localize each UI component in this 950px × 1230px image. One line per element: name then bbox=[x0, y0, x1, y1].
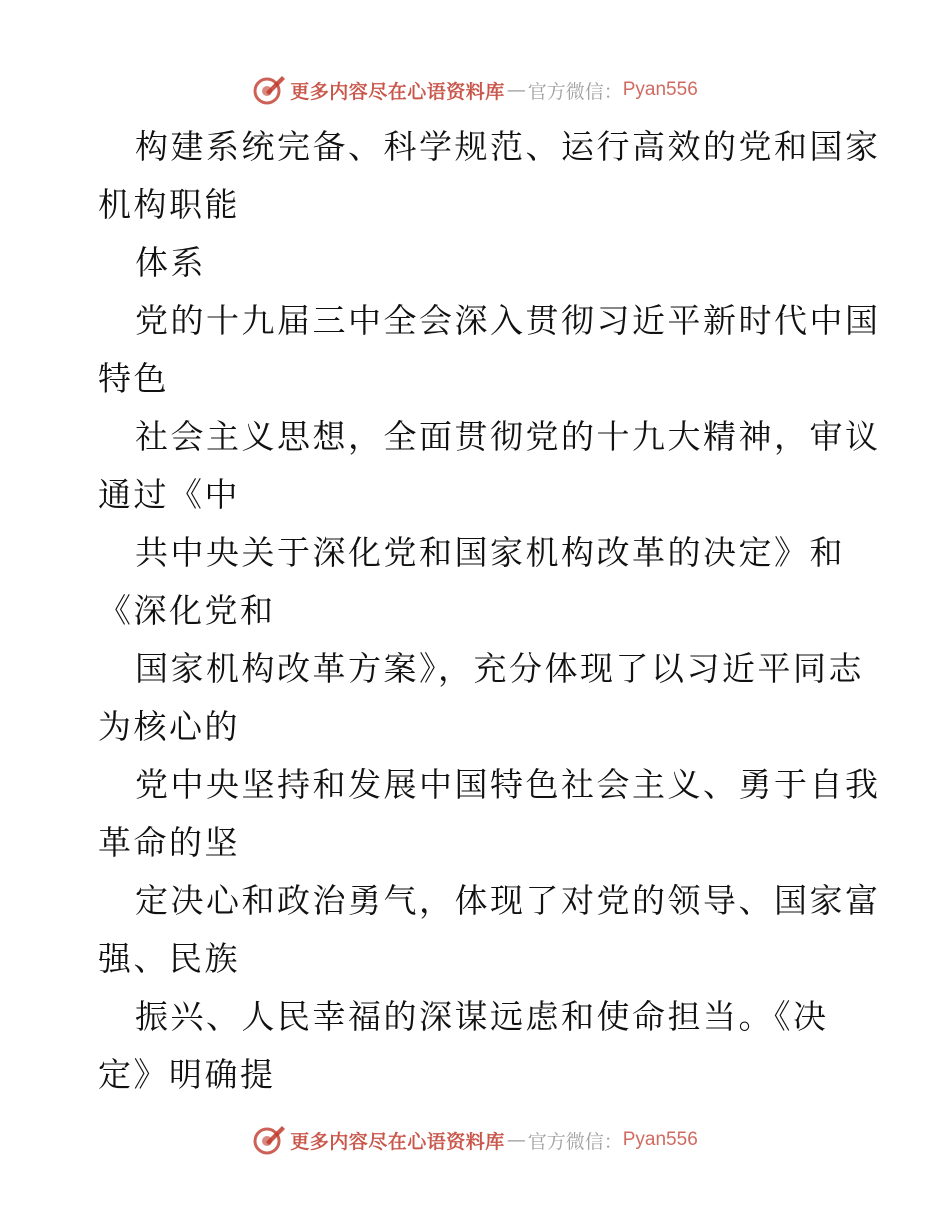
header-wechat-label: 官方微信： bbox=[527, 80, 623, 103]
text-line: 体系 bbox=[135, 243, 206, 282]
header-wechat-id: Pyan556 bbox=[622, 79, 698, 100]
text-line: 特色 bbox=[98, 359, 169, 398]
text-line: 通过《中 bbox=[98, 475, 240, 514]
footer-brand-text: 更多内容尽在心语资料库 bbox=[290, 1130, 505, 1153]
text-line: 为核心的 bbox=[98, 707, 240, 746]
footer-banner bbox=[0, 1120, 950, 1160]
header-dash: — bbox=[506, 79, 526, 101]
text-line: 机构职能 bbox=[98, 185, 240, 224]
footer-dash: — bbox=[506, 1129, 526, 1151]
pen-logo-icon bbox=[252, 73, 286, 107]
text-line: 社会主义思想，全面贯彻党的十九大精神，审议 bbox=[135, 417, 881, 456]
text-line: 国家机构改革方案》，充分体现了以习近平同志 bbox=[135, 649, 864, 688]
text-line: 共中央关于深化党和国家机构改革的决定》和 bbox=[135, 533, 845, 572]
text-line: 定》明确提 bbox=[98, 1055, 276, 1094]
footer-wechat-id: Pyan556 bbox=[622, 1129, 698, 1150]
text-line: 革命的坚 bbox=[98, 823, 240, 862]
text-line: 强、民族 bbox=[98, 939, 240, 978]
pen-logo-icon bbox=[252, 1123, 286, 1157]
text-line: 振兴、人民幸福的深谋远虑和使命担当。《决 bbox=[135, 997, 829, 1036]
text-line: 《深化党和 bbox=[98, 591, 276, 630]
text-line: 党的十九届三中全会深入贯彻习近平新时代中国 bbox=[135, 301, 881, 340]
body-text bbox=[98, 118, 881, 1104]
header-banner bbox=[0, 70, 950, 110]
header-brand-text: 更多内容尽在心语资料库 bbox=[290, 80, 505, 103]
text-line: 党中央坚持和发展中国特色社会主义、勇于自我 bbox=[135, 765, 881, 804]
footer-wechat-label: 官方微信： bbox=[527, 1130, 623, 1153]
text-line: 定决心和政治勇气，体现了对党的领导、国家富 bbox=[135, 881, 881, 920]
text-line: 构建系统完备、科学规范、运行高效的党和国家 bbox=[135, 127, 881, 166]
